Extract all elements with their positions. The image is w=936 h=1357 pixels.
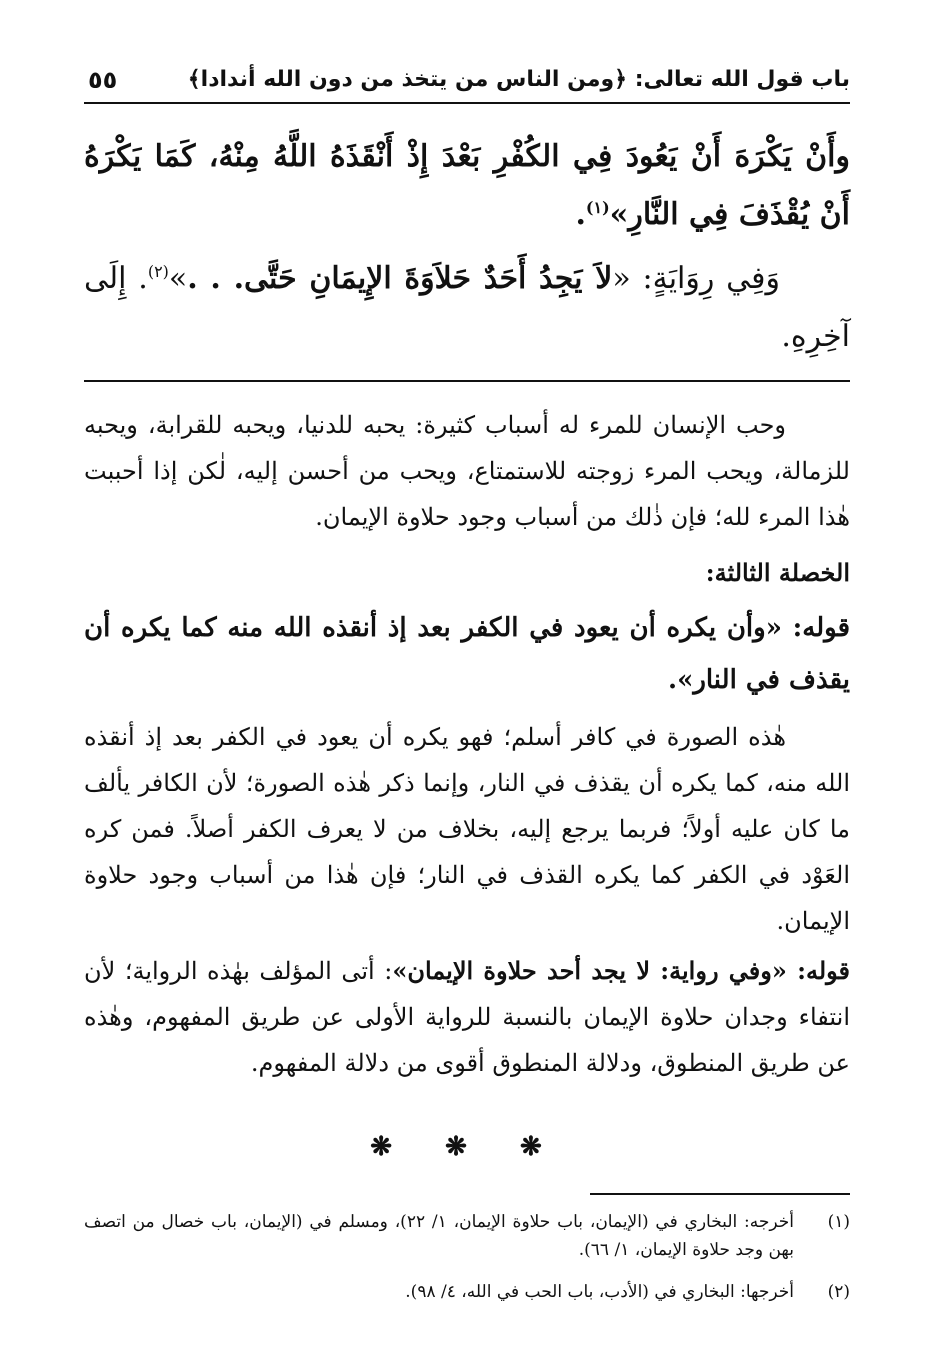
hadith-main-paragraph: [84, 128, 850, 244]
footnote-ref-2: (٢): [147, 262, 169, 281]
footnote-divider: [590, 1193, 850, 1195]
chapter-title: باب قول الله تعالى: ﴿ومن الناس من يتخذ من دون الله أندادا﴾: [187, 67, 850, 92]
footnote-text: أخرجها: البخاري في (الأدب، باب الحب في الله، ٤/ ٩٨).: [405, 1282, 794, 1302]
commentary: [84, 402, 850, 1086]
riwaya-close: »: [168, 261, 188, 296]
riwaya-text: لاَ يَجِدُ أَحَدٌ حَلاَوَةَ الإِيمَانِ حَتَّى. . .: [187, 261, 613, 296]
footnote: [84, 1278, 850, 1306]
hadith-main-text: وأَنْ يَكْرَهَ أَنْ يَعُودَ فِي الكُفْرِ بَعْدَ إِذْ أَنْقَذَهُ اللَّهُ مِنْهُ، كَمَا يَكْرَهُ أَنْ يُقْذَفَ فِي النَّارِ»: [84, 139, 850, 232]
quote-inline: قوله: «وفي رواية: لا يجد أحد حلاوة الإيمان»: [392, 956, 850, 985]
hadith-text: [84, 128, 850, 366]
footnote-number: (١): [827, 1212, 850, 1232]
commentary-paragraph-3-text: : أتى المؤلف بهٰذه الرواية؛ لأن انتفاء وجدان حلاوة الإيمان بالنسبة للرواية الأولى عن طريق المفهوم، وهٰذه عن طريق المنطوق، ودلالة المنطوق أقوى من دلالة المفهوم.: [84, 957, 850, 1077]
footnote-number: (٢): [827, 1282, 850, 1302]
commentary-paragraph-3: [84, 948, 850, 1086]
footnote: [84, 1208, 850, 1264]
riwaya-paragraph: [84, 250, 850, 366]
section-separator-stars: ❋ ❋ ❋: [370, 1132, 564, 1162]
text-divider: [84, 380, 850, 382]
section-heading: الخصلة الثالثة:: [705, 558, 850, 587]
commentary-paragraph-2: هٰذه الصورة في كافر أسلم؛ فهو يكره أن يعود في الكفر بعد إذ أنقذه الله منه، كما يكره أن يقذف في النار، وإنما ذكر هٰذه الصورة؛ لأن الكافر يألف ما كان عليه أولاً؛ فربما يرجع إليه، بخلاف من لا يعرف الكفر أصلاً. فمن كره العَوْد في الكفر كما يكره القذف في النار؛ فإن هٰذا من أسباب وجود حلاوة الإيمان.: [84, 723, 851, 935]
page-number: ٥٥: [88, 66, 118, 94]
page-header: [84, 62, 850, 104]
footnote-text: أخرجه: البخاري في (الإيمان، باب حلاوة الإيمان، ١/ ٢٢)، ومسلم في (الإيمان، باب خصال من اتصف بهن وجد حلاوة الإيمان، ١/ ٦٦).: [84, 1212, 794, 1260]
footnotes: [84, 1208, 850, 1320]
riwaya-end: . إِلَى آخِرِهِ.: [84, 261, 850, 354]
commentary-paragraph-1: وحب الإنسان للمرء له أسباب كثيرة: يحبه للدنيا، ويحبه للقرابة، ويحبه للزمالة، ويحب المرء زوجته للاستمتاع، ويحب من أحسن إليه، لٰكن إذا أحببت هٰذا المرء لله؛ فإن ذٰلك من أسباب وجود حلاوة الإيمان.: [84, 411, 850, 531]
quote-paragraph-1: قوله: «وأن يكره أن يعود في الكفر بعد إذ أنقذه الله منه كما يكره أن يقذف في النار».: [84, 613, 850, 695]
footnote-ref-1: (١): [585, 198, 610, 217]
riwaya-intro: وَفِي رِوَايَةٍ: «: [612, 261, 780, 296]
hadith-main-end: .: [575, 197, 586, 232]
